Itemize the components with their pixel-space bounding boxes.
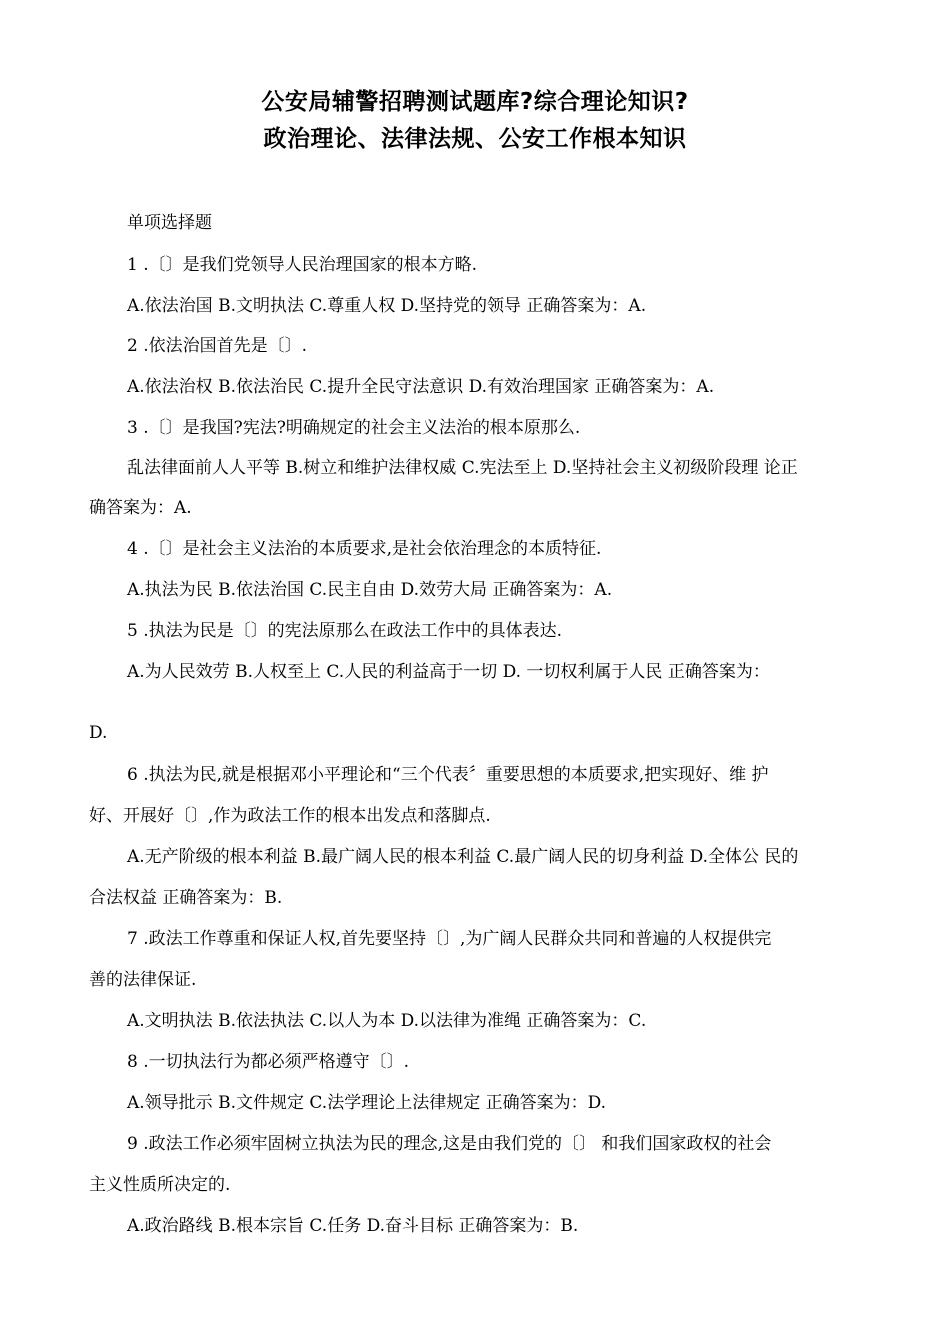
answer-1: A.依法治国 B.文明执法 C.尊重人权 D.坚持党的领导 正确答案为：A.	[127, 296, 647, 316]
question-7-line-1: 7 .政法工作尊重和保证人权,首先要坚持〔〕,为广阔人民群众共同和普遍的人权提供完	[127, 929, 772, 949]
answer-3-line-2: 确答案为：A.	[89, 498, 192, 518]
question-9-line-1: 9 .政法工作必须牢固树立执法为民的理念,这是由我们党的〔〕 和我们国家政权的社会	[127, 1134, 772, 1154]
question-1: 1 .〔〕是我们党领导人民治理国家的根本方略.	[127, 255, 478, 275]
question-5: 5 .执法为民是〔〕的宪法原那么在政法工作中的具体表达.	[127, 621, 563, 641]
answer-8: A.领导批示 B.文件规定 C.法学理论上法律规定 正确答案为：D.	[127, 1093, 607, 1113]
question-3: 3 .〔〕是我国?宪法?明确规定的社会主义法治的根本原那么.	[127, 418, 581, 438]
answer-9: A.政治路线 B.根本宗旨 C.任务 D.奋斗目标 正确答案为：B.	[127, 1216, 579, 1236]
question-7-line-2: 善的法律保证.	[89, 970, 197, 990]
answer-6-line-1: A.无产阶级的根本利益 B.最广阔人民的根本利益 C.最广阔人民的切身利益 D.全体公 民的	[127, 847, 799, 867]
question-6-line-1: 6 .执法为民,就是根据邓小平理论和“三个代表〞重要思想的本质要求,把实现好、维 护	[127, 765, 769, 785]
answer-5-line-2: D.	[89, 723, 108, 743]
question-4: 4 .〔〕是社会主义法治的本质要求,是社会依治理念的本质特征.	[127, 539, 602, 559]
question-2: 2 .依法治国首先是〔〕.	[127, 336, 308, 356]
section-heading: 单项选择题	[127, 213, 212, 233]
title-line-2: 政治理论、法律法规、公安工作根本知识	[263, 126, 687, 152]
answer-6-line-2: 合法权益 正确答案为：B.	[89, 888, 283, 908]
question-6-line-2: 好、开展好〔〕,作为政法工作的根本出发点和落脚点.	[89, 806, 491, 826]
title-line-1: 公安局辅警招聘测试题库?综合理论知识?	[261, 89, 689, 115]
answer-2: A.依法治权 B.依法治民 C.提升全民守法意识 D.有效治理国家 正确答案为：A.	[127, 377, 715, 397]
answer-4: A.执法为民 B.依法治国 C.民主自由 D.效劳大局 正确答案为：A.	[127, 580, 613, 600]
question-8: 8 .一切执法行为都必须严格遵守〔〕.	[127, 1052, 410, 1072]
answer-7: A.文明执法 B.依法执法 C.以人为本 D.以法律为准绳 正确答案为：C.	[127, 1011, 647, 1031]
question-9-line-2: 主义性质所决定的.	[89, 1175, 231, 1195]
answer-5-line-1: A.为人民效劳 B.人权至上 C.人民的利益高于一切 D. 一切权利属于人民 正确答案为：	[127, 662, 770, 682]
answer-3-line-1: 乱法律面前人人平等 B.树立和维护法律权威 C.宪法至上 D.坚持社会主义初级阶段理 论正	[127, 458, 798, 478]
